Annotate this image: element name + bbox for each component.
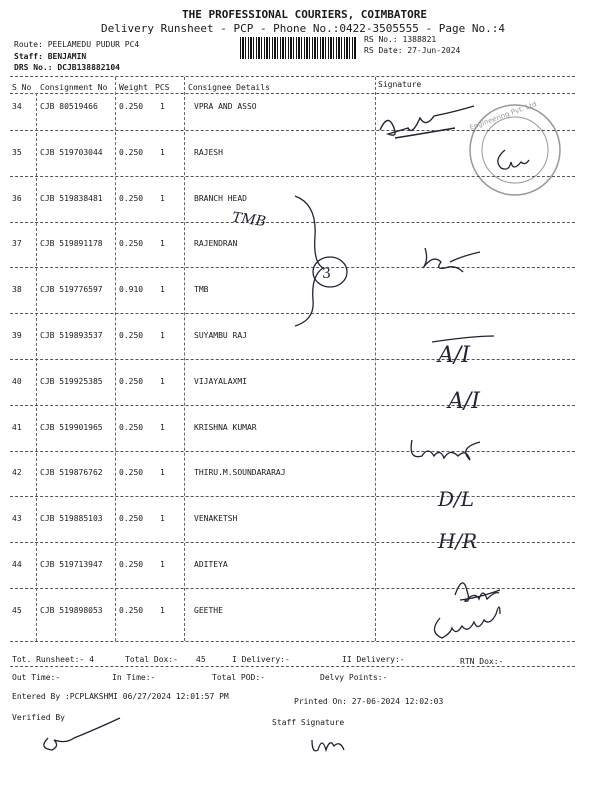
row-separator xyxy=(10,359,575,360)
handwritten-hr: H/R xyxy=(438,529,478,553)
signature-row-37 xyxy=(423,248,480,272)
row-separator xyxy=(10,405,575,406)
i-delivery: I Delivery:- xyxy=(232,655,290,664)
row-sno: 39 xyxy=(12,331,22,340)
row-separator xyxy=(10,176,575,177)
col-weight: Weight xyxy=(119,83,148,92)
row-pcs: 1 xyxy=(160,468,165,478)
circle-mark xyxy=(313,257,347,287)
handwritten-dl: D/L xyxy=(438,487,475,511)
row-consignment: CJB 519885103 xyxy=(40,514,103,524)
row-weight: 0.250 xyxy=(119,468,144,478)
row-pcs: 1 xyxy=(160,102,165,111)
footer-mid-rule xyxy=(10,666,575,667)
handwritten-tmb: TMB xyxy=(231,209,267,231)
signature-row-35 xyxy=(498,150,529,169)
row-weight: 0.250 xyxy=(119,376,144,386)
row-pcs: 1 xyxy=(160,331,165,340)
row-consignment: CJB 519876762 xyxy=(40,468,103,478)
header-top-rule xyxy=(10,76,575,77)
tot-runsheet: Tot. Runsheet:- 4 xyxy=(12,655,94,664)
row-separator xyxy=(10,496,575,497)
row-sno: 35 xyxy=(12,147,22,157)
row-sno: 45 xyxy=(12,605,22,615)
row-pcs: 1 xyxy=(160,560,165,569)
header-bottom-rule xyxy=(10,93,575,94)
circled-count: 3 xyxy=(322,266,331,282)
col-consignment: Consignment No xyxy=(40,83,108,92)
row-separator xyxy=(10,130,575,131)
row-weight: 0.250 xyxy=(119,605,144,615)
handwritten-ai-39: A/I xyxy=(438,343,470,368)
row-separator xyxy=(10,588,575,589)
row-sno: 36 xyxy=(12,193,22,203)
row-pcs: 1 xyxy=(160,147,165,157)
company-stamp xyxy=(468,100,560,195)
row-weight: 0.250 xyxy=(119,422,144,432)
row-consignee: KRISHNA KUMAR xyxy=(194,422,257,432)
ii-delivery: II Delivery:- xyxy=(342,655,405,664)
signature-row-45 xyxy=(434,607,500,638)
row-pcs: 1 xyxy=(160,239,165,249)
row-consignee: VPRA AND ASSO xyxy=(194,102,257,111)
total-pod: Total POD:- xyxy=(212,673,265,682)
signature-row-44 xyxy=(455,583,500,601)
staff-signature xyxy=(312,740,344,751)
row-separator xyxy=(10,267,575,268)
row-separator xyxy=(10,451,575,452)
row-pcs: 1 xyxy=(160,605,165,615)
row-consignee: TMB xyxy=(194,285,209,295)
handwritten-ai-40: A/I xyxy=(448,389,480,414)
runsheet-title: Delivery Runsheet - PCP - Phone No.:0422-3505555 - Page No.:4 xyxy=(101,22,505,35)
row-sno: 41 xyxy=(12,422,22,432)
out-time: Out Time:- xyxy=(12,673,61,682)
row-weight: 0.250 xyxy=(119,560,144,569)
col-signature: Signature xyxy=(378,80,422,89)
row-sno: 43 xyxy=(12,514,22,524)
verified-by: Verified By xyxy=(12,713,65,722)
row-consignment: CJB 519703044 xyxy=(40,147,103,157)
row-consignee: ADITEYA xyxy=(194,560,228,569)
row-sno: 34 xyxy=(12,102,22,111)
rs-number: RS No.: 1388821 xyxy=(364,35,437,44)
row-separator xyxy=(10,222,575,223)
col-consignee: Consignee Details xyxy=(188,83,270,92)
row-weight: 0.250 xyxy=(119,514,144,524)
row-consignment: CJB 519901965 xyxy=(40,422,103,432)
company-title: THE PROFESSIONAL COURIERS, COIMBATORE xyxy=(182,8,428,21)
row-sno: 42 xyxy=(12,468,22,478)
row-consignee: RAJESH xyxy=(194,147,223,157)
stamp-text: Engineering Pvt. Ltd xyxy=(468,100,538,132)
row-weight: 0.250 xyxy=(119,193,144,203)
staff-label: Staff: BENJAMIN xyxy=(14,52,87,61)
verified-by-signature xyxy=(44,718,120,750)
barcode xyxy=(240,37,356,59)
row-consignee: BRANCH HEAD xyxy=(194,193,247,203)
row-weight: 0.910 xyxy=(119,285,144,295)
footer-top-rule xyxy=(10,641,575,642)
row-consignee: VENAKETSH xyxy=(194,514,238,524)
row-consignee: THIRU.M.SOUNDARARAJ xyxy=(194,468,286,478)
row-pcs: 1 xyxy=(160,514,165,524)
row-pcs: 1 xyxy=(160,285,165,295)
row-weight: 0.250 xyxy=(119,239,144,249)
row-sno: 37 xyxy=(12,239,22,249)
rtn-dox: RTN Dox:- xyxy=(460,657,504,666)
row-consignee: GEETHE xyxy=(194,605,223,615)
row-consignment: CJB 519898053 xyxy=(40,605,103,615)
entered-by: Entered By :PCPLAKSHMI 06/27/2024 12:01:57 PM xyxy=(12,692,229,701)
row-weight: 0.250 xyxy=(119,331,144,340)
row-consignee: SUYAMBU RAJ xyxy=(194,331,247,340)
route-label: Route: PEELAMEDU PUDUR PC4 xyxy=(14,40,140,49)
row-consignment: CJB 519891178 xyxy=(40,239,103,249)
row-pcs: 1 xyxy=(160,422,165,432)
signature-row-34 xyxy=(380,106,474,138)
printed-on: Printed On: 27-06-2024 12:02:03 xyxy=(294,697,444,706)
row-consignment: CJB 519838481 xyxy=(40,193,103,203)
row-weight: 0.250 xyxy=(119,147,144,157)
row-sno: 40 xyxy=(12,376,22,386)
row-consignee: VIJAYALAXMI xyxy=(194,376,247,386)
row-separator xyxy=(10,542,575,543)
staff-signature-label: Staff Signature xyxy=(272,718,345,727)
row-consignment: CJB 519713947 xyxy=(40,560,103,569)
rs-date: RS Date: 27-Jun-2024 xyxy=(364,46,461,55)
brace-mark xyxy=(295,196,323,326)
row-sno: 38 xyxy=(12,285,22,295)
total-dox-value: 45 xyxy=(196,655,206,664)
row-consignee: RAJENDRAN xyxy=(194,239,238,249)
row-weight: 0.250 xyxy=(119,102,144,111)
total-dox-label: Total Dox:- xyxy=(125,655,178,664)
row-consignment: CJB 519893537 xyxy=(40,331,103,340)
col-sno: S No xyxy=(12,83,32,92)
row-sno: 44 xyxy=(12,560,22,569)
col-pcs: PCS xyxy=(155,83,170,92)
row-separator xyxy=(10,313,575,314)
in-time: In Time:- xyxy=(112,673,156,682)
row-consignment: CJB 519776597 xyxy=(40,285,103,295)
row-pcs: 1 xyxy=(160,376,165,386)
row-consignment: CJB 519925385 xyxy=(40,376,103,386)
row-pcs: 1 xyxy=(160,193,165,203)
drs-number: DRS No.: DCJB138882104 xyxy=(14,63,120,72)
row-consignment: CJB 80519466 xyxy=(40,102,98,111)
delvy-points: Delvy Points:- xyxy=(320,673,388,682)
